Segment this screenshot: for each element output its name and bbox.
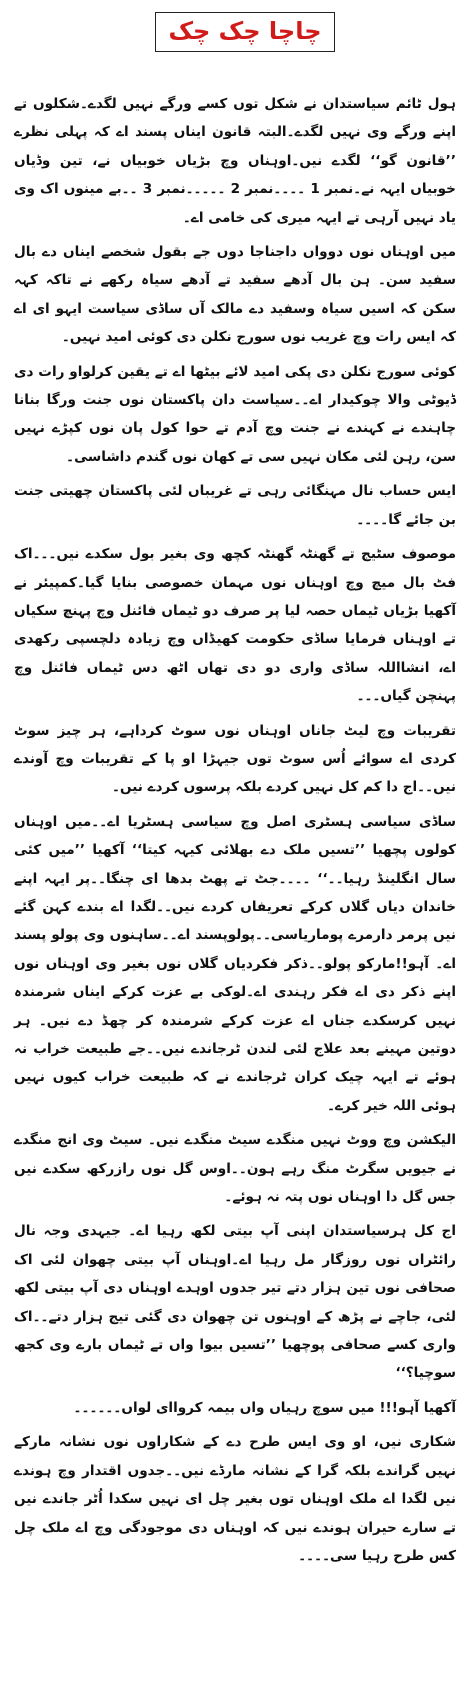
paragraph-2: میں اوہناں نوں دوواں داجناجا دوں جے بقول شخصے ایناں دے بال سفید سن۔ ہن بال آدھے سفید تے آدھے سیاہ رکھے نے تاکہ کہہ سکن کہ اسیں سیاہ وسفید دے مالک آں ساڈی سیاست ایہو ای اے کہ ایس رات وچ غریب نوں سورج نکلن دی کوئی امید نہیں۔ <box>14 244 456 346</box>
paragraph-1: ہول ٹائم سیاستدان نے شکل توں کسے ورگے نہیں لگدے۔شکلوں تے اپنے ورگے وی نہیں لگدے۔البتہ قانون ایناں پسند اے کہ پہلی نظرے ’’قانون گو‘‘ لگدے نیں۔اوہناں وچ بڑیاں خوبیاں نے، تین وڈیاں خوبیاں ایہہ نے۔نمبر 1 ۔۔۔۔نمبر 2 ۔۔۔۔۔نمبر 3 ۔۔بے مینوں اک وی یاد نہیں آرہی تے ایہہ میری کی خامی اے۔ <box>14 96 456 226</box>
paragraph-10: آکھیا آہو!!! میں سوچ رہیاں واں بیمہ کرواای لواں۔۔۔۔۔۔ <box>73 1399 456 1416</box>
title-area <box>14 12 456 56</box>
article-title: چاچا چک چک <box>155 12 334 52</box>
paragraph-3: کوئی سورج نکلن دی پکی امید لائے بیٹھا اے تے یقین کرلواو رات دی ڈیوٹی والا چوکیدار اے۔۔سیاست دان پاکستان نوں جنت ورگا بنانا چاہندے نے کہندے نے جنت وچ آدم تے حوا کول پان نوں کپڑے نہیں سن، رہن لئی مکان نہیں سی تے کھان نوں گندم داشاسی۔ <box>14 363 456 465</box>
paragraph-7: ساڈی سیاسی ہسٹری اصل وچ سیاسی ہسٹریا اے۔۔میں اوہناں کولوں پچھیا ’’تسیں ملک دے بھلائی کیہہ کیتا‘‘ آکھیا ’’میں کئی سال انگلینڈ رہیا۔۔‘‘ ۔۔۔۔جٹ تے پھٹ بدھا ای چنگا۔۔پر ایہہ اپنے خاندان دیاں گلاں کرکے تعریفاں کردے نیں۔۔لگدا اے بندے کہن گئے نیں پرمر دارمرے پوماریاسی۔۔پولوپسند اے۔۔ساہنوں وی پولو پسند اے۔ آہو!!مارکو پولو۔۔ذکر فکردیاں گلاں نوں بغیر وی اوہناں نوں اپنے ذکر دی اے فکر رہندی اے۔لوکی بے عزت کرکے ایناں شرمندہ نہیں کرسکدے جناں اے عزت کرکے شرمندہ کر چھڈ دے نیں۔ ہر دوتین مہینے بعد علاج لئی لندن ٹرجاندے نیں۔۔جے طبیعت خراب نہ ہوئے تے ایہہ چیک کران ٹرجاندے نے کہ طبیعت خراب کیوں نہیں ہوئی اللہ خیر کرے۔ <box>14 813 456 1114</box>
paragraph-9: اج کل ہرسیاستدان اپنی آپ بیتی لکھ رہیا اے۔ جیہدی وجہ نال رائٹراں نوں روزگار مل رہیا اے۔اوہناں آپ بیتی چھوان لئی اک صحافی نوں تین ہزار دتے تیر جدوں اوہدے اوہناں دی آپ بیتی لکھ لئی، جاچے نے پڑھ کے اوہنوں تن چھوان دی گئی تیج ہزار دتے۔۔اک واری کسے صحافی پوچھیا ’’تسیں بیوا واں تے ٹیماں بارے وی کجھ سوچیا؟‘‘ <box>14 1223 456 1382</box>
paragraph-6: تقریبات وچ لیٹ جاناں اوہناں نوں سوٹ کرداہے، ہر چیز سوٹ کردی اے سوائے اُس سوٹ توں جیہڑا او پا کے تقریبات وچ آوندے نیں۔۔اج دا کم کل نہیں کردے بلکہ پرسوں کردے نیں۔ <box>14 722 456 796</box>
paragraph-11: شکاری نیں، او وی ایس طرح دے کے شکاراوں نوں نشانہ مارکے نہیں گراندے بلکہ گرا کے نشانہ مارڈے نیں۔۔جدوں اقتدار وچ ہوندے نیں لگدا اے ملک اوہناں توں بغیر چل ای نہیں سکدا اُٹر جاندے نیں تے سارے حیران ہوندے نیں کہ اوہناں دی موجودگی وچ اے ملک چل کس طرح رہیا سی۔۔۔۔ <box>14 1434 456 1564</box>
paragraph-5: موصوف سٹیج تے گھنٹہ گھنٹہ کچھ وی بغیر بول سکدے نیں۔۔۔اک فٹ بال میچ وچ اوہناں نوں مہمان خصوصی بنایا گیا۔کمپیئر نے آکھیا بڑیاں ٹیماں حصہ لیا پر صرف دو ٹیماں فائنل وچ پہنچ سکیاں تے اوہناں فرمایا ساڈی حکومت کھیڈاں وچ زیادہ دلچسپی رکھدی اے، انشااللہ ساڈی واری دو دی تھاں اٹھ دس ٹیماں فائنل وچ پہنچن گیاں۔۔۔ <box>14 546 456 705</box>
paragraph-4: ایس حساب نال مہنگائی رہی تے غریباں لئی پاکستان چھیتی جنت بن جائے گا۔۔۔۔ <box>14 483 456 528</box>
paragraph-8: الیکشن وچ ووٹ نہیں منگدے سیٹ منگدے نیں۔ سیٹ وی انج منگدے نے جیویں سگرٹ منگ رہے ہون۔۔اوس گل نوں رازرکھ سکدے نیں جس گل دا اوہناں نوں پتہ نہ ہوئے۔ <box>14 1132 456 1206</box>
